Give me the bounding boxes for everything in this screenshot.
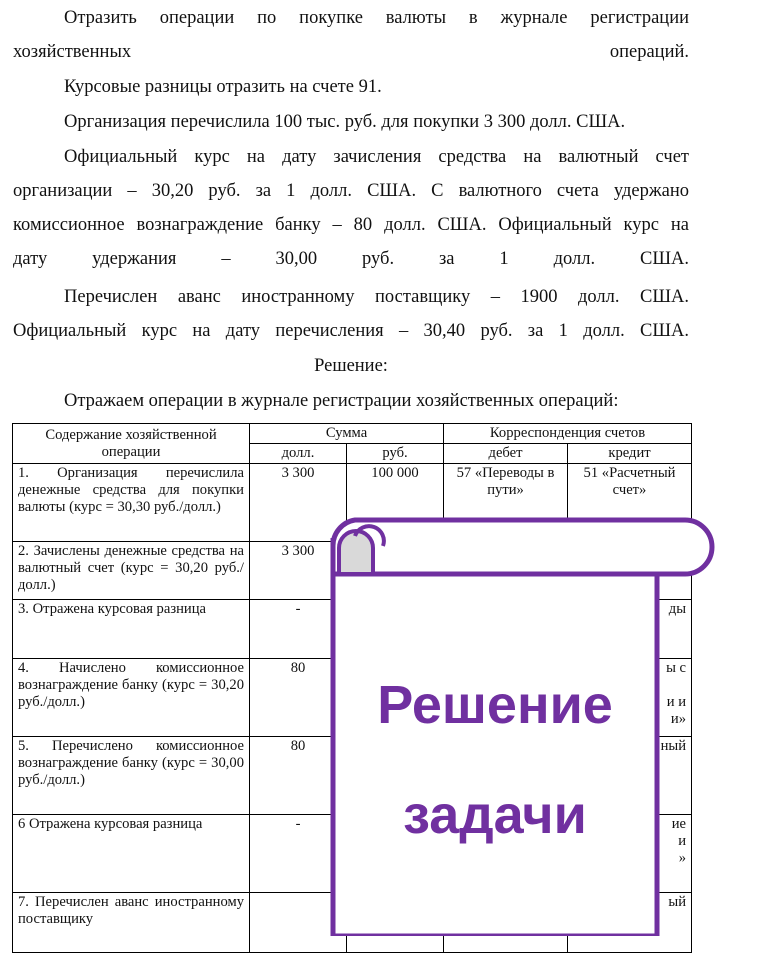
amount-rub: 100 000 [347,464,444,542]
credit-account: ый [568,893,692,953]
header-usd: долл. [250,444,347,464]
amount-usd: 80 [250,737,347,815]
header-debit: дебет [444,444,568,464]
op-description: 6 Отражена курсовая разница [13,815,250,893]
header-content: Содержание хозяйственной операции [13,424,250,464]
debit-account: 57 «Переводы в пути» [444,464,568,542]
amount-usd: - [250,600,347,659]
op-description: 2. Зачислены денежные средства на валютный счет (курс = 30,20 руб./долл.) [13,542,250,600]
credit-account: ды [568,600,692,659]
op-description: 1. Организация перечислила денежные средства для покупки валюты (курс = 30,30 руб./долл.) [13,464,250,542]
op-description: 5. Перечислено комиссионное вознаграждение банку (курс = 30,00 руб./долл.) [13,737,250,815]
op-description: 7. Перечислен аванс иностранному поставщику [13,893,250,953]
solution-heading: Решение: [314,356,388,376]
op-description: 4. Начислено комиссионное вознаграждение банку (курс = 30,20 руб./долл.) [13,659,250,737]
header-amount: Сумма [250,424,444,444]
scroll-title-line1: Решение [377,675,613,735]
paragraph-exchange-note: Курсовые разницы отразить на счете 91. [64,77,382,97]
solution-intro: Отражаем операции в журнале регистрации хозяйственных операций: [64,391,619,411]
amount-usd: 3 300 [250,542,347,600]
header-correspondence: Корреспонденция счетов [444,424,692,444]
amount-usd: - [250,815,347,893]
header-credit: кредит [568,444,692,464]
amount-usd: 3 300 [250,464,347,542]
op-description: 3. Отражена курсовая разница [13,600,250,659]
credit-account: ие и » [568,815,692,893]
amount-usd: 80 [250,659,347,737]
scroll-title-line2: задачи [403,785,587,845]
credit-account: ы с и и и» [568,659,692,737]
paragraph-transfer: Организация перечислила 100 тыс. руб. для покупки 3 300 долл. США. [64,112,626,132]
credit-account: ный [568,737,692,815]
header-rub: руб. [347,444,444,464]
paragraph-task: Отразить операции по покупке валюты в журнале регистрации хозяйственных операций. [13,8,689,62]
paragraph-advance: Перечислен аванс иностранному поставщику – 1900 долл. США. Официальный курс на дату перечисления – 30,40 руб. за 1 долл. США. [13,287,689,341]
paragraph-rates: Официальный курс на дату зачисления средства на валютный счет организации – 30,20 руб. за 1 долл. США. С валютного счета удержано комиссионное вознаграждение банку – 80 долл. США. Официальный курс на дату удержания – 30,00 руб. за 1 долл. США. [13,147,689,269]
credit-account: 51 «Расчетный счет» [568,464,692,542]
